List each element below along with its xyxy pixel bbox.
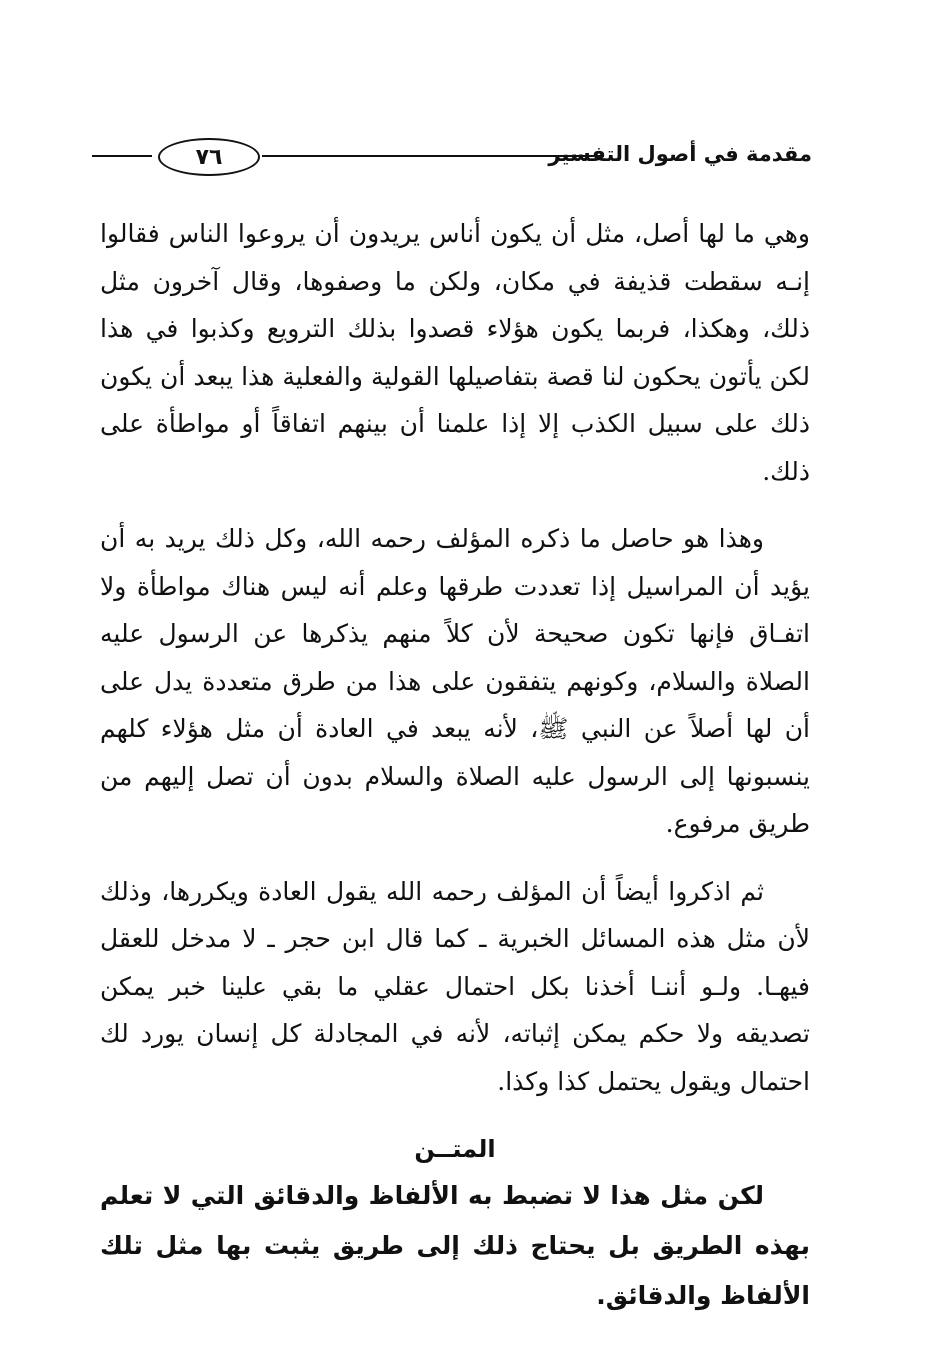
page-header	[92, 136, 812, 180]
running-title: مقدمة في أصول التفسير	[548, 142, 812, 166]
matn-heading: المتــن	[414, 1135, 496, 1163]
page-number: ٧٦	[195, 144, 223, 170]
paragraph-1: وهي ما لها أصل، مثل أن يكون أناس يريدون أن يروعوا الناس فقالوا إنـه سقطت قذيفة في مكان، ولكن ما وصفوها، وقال آخرون مثل ذلك، وهكذا، فربما يكون هؤلاء قصدوا بذلك الترويع وكذبوا في هذا لكن يأتون يحكون لنا قصة بتفاصيلها القولية والفعلية هذا يبعد أن يكون ذلك على سبيل الكذب إلا إذا علمنا أن بينهم اتفاقاً أو مواطأة على ذلك.	[100, 219, 810, 486]
page-number-oval	[158, 138, 260, 176]
paragraph-2: وهذا هو حاصل ما ذكره المؤلف رحمه الله، وكل ذلك يريد به أن يؤيد أن المراسيل إذا تعددت طرقها وعلم أنه ليس هناك مواطأة ولا اتفـاق فإنها تكون صحيحة لأن كلاً منهم يذكرها عن الرسول عليه الصلاة والسلام، وكونهم يتفقون على هذا من طرق متعددة يدل على أن لها أصلاً عن النبي ﷺ، لأنه يبعد في العادة أن مثل هؤلاء كلهم ينسبونها إلى الرسول عليه الصلاة والسلام بدون أن تصل إليهم من طريق مرفوع.	[100, 524, 810, 838]
header-rule-left	[92, 155, 152, 157]
paragraph-3: ثم اذكروا أيضاً أن المؤلف رحمه الله يقول العادة ويكررها، وذلك لأن مثل هذه المسائل الخبرية ـ كما قال ابن حجر ـ لا مدخل للعقل فيهـا. ولـو أننـا أخذنا بكل احتمال عقلي ما بقي علينا خبر يمكن تصديقه ولا حكم يمكن إثباته، لأنه في المجادلة كل إنسان يورد لك احتمال ويقول يحتمل كذا وكذا.	[100, 876, 810, 1096]
body-text	[100, 210, 810, 1321]
matn-text: لكن مثل هذا لا تضبط به الألفاظ والدقائق التي لا تعلم بهذه الطريق بل يحتاج ذلك إلى طريق يثبت بها مثل تلك الألفاظ والدقائق.	[100, 1181, 810, 1310]
